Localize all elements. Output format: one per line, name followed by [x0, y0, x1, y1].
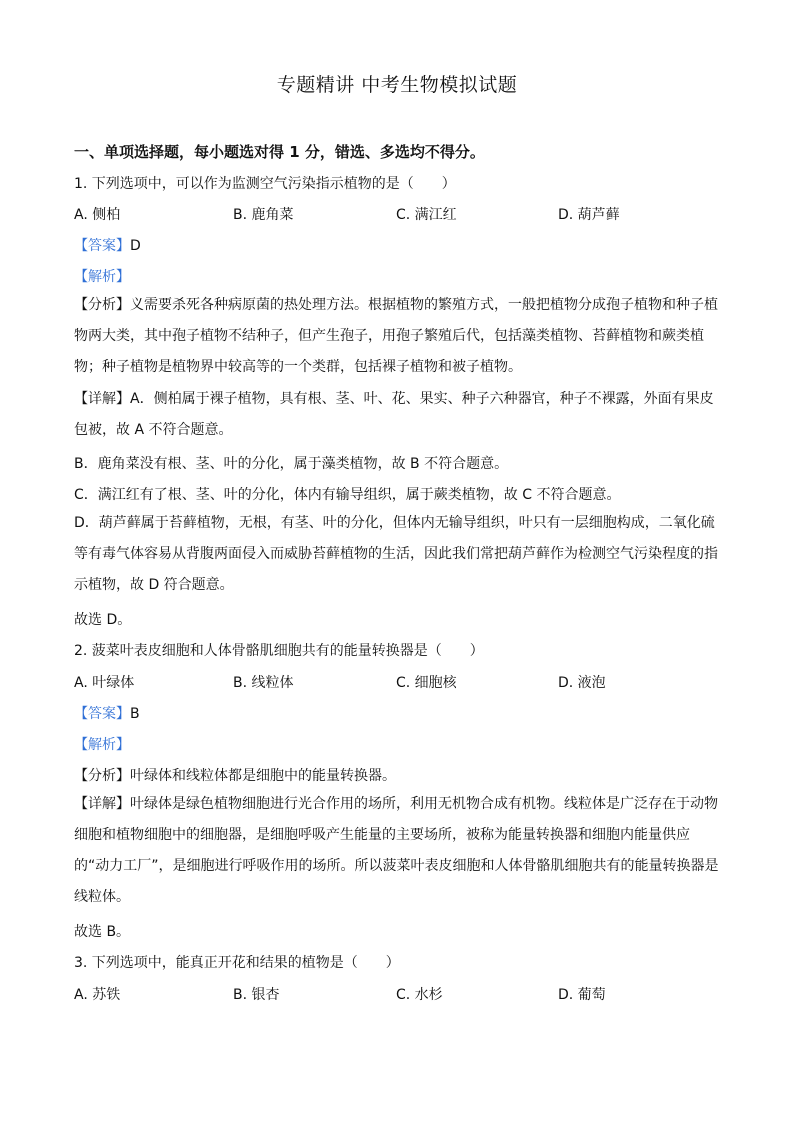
q1-option-d: D. 葫芦藓 [558, 207, 620, 223]
q1-explain-d: D．葫芦藓属于苔藓植物，无根，有茎、叶的分化，但体内无输导组织，叶只有一层细胞构成，二氧化硫等有毒气体容易从背腹两面侵入而威胁苔藓植物的生活，因此我们常把葫芦藓作为检测空气污染程度的指示植物，故 D 符合题意。 [74, 515, 718, 593]
q1-explain-c: C．满江红有了根、茎、叶的分化，体内有输导组织，属于蕨类植物，故 C 不符合题意。 [74, 487, 621, 503]
q1-option-a: A. 侧柏 [74, 207, 121, 223]
q3-option-b: B. 银杏 [233, 987, 280, 1003]
q2-option-a: A. 叶绿体 [74, 675, 135, 691]
q1-option-b: B. 鹿角菜 [233, 207, 294, 223]
q2-option-c: C. 细胞核 [396, 675, 457, 691]
q2-conclusion: 故选 B。 [74, 924, 131, 940]
q1-stem: 1. 下列选项中，可以作为监测空气污染指示植物的是（ ） [74, 176, 456, 192]
section-heading: 一、单项选择题，每小题选对得 1 分，错选、多选均不得分。 [74, 143, 485, 161]
q1-xiangjie: 【详解】A．侧柏属于裸子植物，具有根、茎、叶、花、果实、种子六种器官，种子不裸露，外面有果皮包被，故 A 不符合题意。 [74, 391, 714, 438]
q2-xiangjie: 【详解】叶绿体是绿色植物细胞进行光合作用的场所，利用无机物合成有机物。线粒体是广泛存在于动物细胞和植物细胞中的细胞器，是细胞呼吸产生能量的主要场所，被称为能量转换器和细胞内能量供应的“动力工厂”，是细胞进行呼吸作用的场所。所以菠菜叶表皮细胞和人体骨骼肌细胞共有的能量转换器是线粒体。 [74, 796, 719, 905]
q2-option-d: D. 液泡 [558, 675, 606, 691]
q3-option-a: A. 苏铁 [74, 987, 121, 1003]
q1-analysis-label: 【解析】 [74, 269, 130, 285]
q1-fenxi: 【分析】义需要杀死各种病原菌的热处理方法。根据植物的繁殖方式，一般把植物分成孢子植物和种子植物两大类，其中孢子植物不结种子，但产生孢子，用孢子繁殖后代，包括藻类植物、苔藓植物和蕨类植物；种子植物是植物界中较高等的一个类群，包括裸子植物和被子植物。 [74, 297, 718, 375]
q1-answer-line [74, 235, 141, 255]
q1-answer-value: D [130, 238, 141, 254]
q2-stem: 2. 菠菜叶表皮细胞和人体骨骼肌细胞共有的能量转换器是（ ） [74, 643, 484, 659]
q2-answer-value: B [130, 706, 140, 722]
q2-option-b: B. 线粒体 [233, 675, 294, 691]
q2-fenxi: 【分析】叶绿体和线粒体都是细胞中的能量转换器。 [74, 768, 396, 784]
q3-option-c: C. 水杉 [396, 987, 443, 1003]
answer-label: 【答案】 [74, 238, 130, 254]
q2-analysis-label: 【解析】 [74, 737, 130, 753]
answer-label: 【答案】 [74, 706, 130, 722]
page-title: 专题精讲 中考生物模拟试题 [276, 74, 518, 96]
q1-option-c: C. 满江红 [396, 207, 457, 223]
q3-option-d: D. 葡萄 [558, 987, 606, 1003]
q1-conclusion: 故选 D。 [74, 612, 132, 628]
q1-explain-b: B．鹿角菜没有根、茎、叶的分化，属于藻类植物，故 B 不符合题意。 [74, 456, 509, 472]
q3-stem: 3. 下列选项中，能真正开花和结果的植物是（ ） [74, 955, 400, 971]
q2-answer-line [74, 703, 140, 723]
